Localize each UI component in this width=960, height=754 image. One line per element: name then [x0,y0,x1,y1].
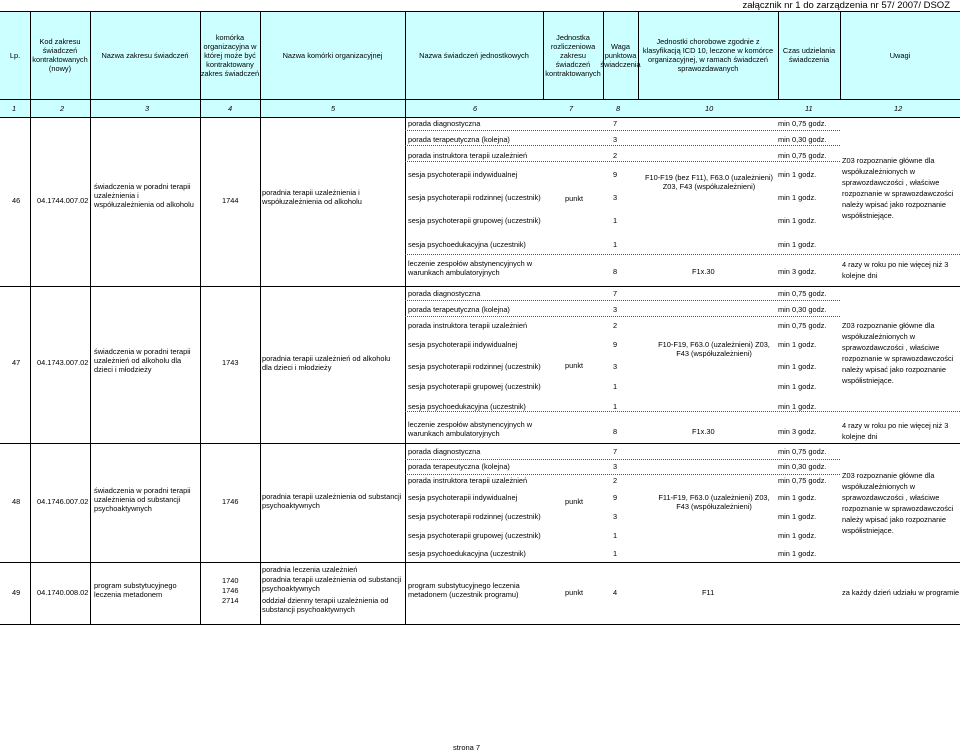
item-waga: 3 [613,462,618,471]
item-waga: 7 [613,447,618,456]
item-waga: 2 [613,151,618,160]
item-czas: min 1 godz. [778,240,817,249]
item-name: porada diagnostyczna [408,447,481,456]
page-number: strona 7 [453,743,481,752]
grid-line [0,624,960,625]
item-waga: 9 [613,170,618,179]
item-czas: min 0,75 godz. [778,447,827,456]
item-waga: 7 [613,119,618,128]
item-waga: 4 [613,588,618,597]
row-nazwa-zakresu: świadczenia w poradni terapii uzależnienia od substancji psychoaktywnych [94,486,191,513]
grid-line [840,11,841,99]
header-icd: Jednostki chorobowe zgodnie z klasyfikacją ICD 10, leczone w komórce organizacyjnej, w ramach świadczeń sprawozdawanych [642,37,774,73]
header-kod: Kod zakresu świadczeń kontraktowanych (nowy) [32,37,88,73]
item-waga: 3 [613,362,618,371]
item-czas: min 1 godz. [778,531,817,540]
row-kod: 04.1746.007.02 [37,497,89,506]
extra-czas: min 3 godz. [778,267,817,276]
item-separator [405,145,840,146]
row-uwagi: Z03 rozpoznanie główne dla współuzależnionych w sprawozdawczości , właściwe rozpoznanie w sprawozdawczości należy wpisać jako rozpoznanie współistniejące. [842,156,954,220]
grid-line [0,562,960,563]
item-name: porada terapeutyczna (kolejna) [408,462,510,471]
grid-line [0,99,960,100]
header-nazwa-komorki: Nazwa komórki organizacyjnej [282,50,383,60]
item-czas: min 1 godz. [778,170,817,179]
row-komorka: 1746 [222,586,239,595]
row-nazwa-komorki: poradnia terapii uzależnienia i współuzależnienia od alkoholu [262,188,362,206]
colnum: 5 [331,104,336,113]
header-czas: Czas udzielania świadczenia [782,46,836,64]
item-czas: min 0,75 godz. [778,321,827,330]
item-separator [405,161,840,162]
row-nazwa-zakresu: świadczenia w poradni terapii uzależnień od alkoholu dla dzieci i młodzieży [94,347,191,374]
item-waga: 1 [613,216,618,225]
colnum: 11 [805,104,813,113]
item-name: porada instruktora terapii uzależnień [408,321,528,330]
item-czas: min 1 godz. [778,549,817,558]
item-czas: min 0,75 godz. [778,289,827,298]
column-number-row [0,99,960,117]
item-jednostka: punkt [565,194,584,203]
extra-waga: 8 [613,267,618,276]
item-czas: min 0,30 godz. [778,135,827,144]
row-kod: 04.1743.007.02 [37,358,89,367]
row-komorka: 1746 [222,497,239,506]
row-kod: 04.1740.008.02 [37,588,89,597]
grid-line [405,11,406,624]
colnum: 12 [894,104,903,113]
item-jednostka: punkt [565,361,584,370]
row-icd: F11 [702,588,715,597]
item-name: program substytucyjnego leczenia metadonem (uczestnik programu) [408,581,520,599]
row-lp: 47 [12,358,21,367]
row-uwagi: Z03 rozpoznanie główne dla współuzależnionych w sprawozdawczości , właściwe rozpoznanie w sprawozdawczości należy wpisać jako rozpoznanie współistniejące. [842,321,954,385]
extra-czas: min 3 godz. [778,427,817,436]
item-name: sesja psychoterapii grupowej (uczestnik) [408,216,541,225]
item-name: porada diagnostyczna [408,119,481,128]
item-waga: 2 [613,321,618,330]
item-name: sesja psychoterapii rodzinnej (uczestnik) [408,512,541,521]
row-komorka: 1743 [222,358,239,367]
row-uwagi: Z03 rozpoznanie główne dla współuzależnionych w sprawozdawczości , właściwe rozpoznanie w sprawozdawczości należy wpisać jako rozpoznanie współistniejące. [842,471,954,535]
row-nazwa-zakresu: świadczenia w poradni terapii uzależnienia i współuzależnienia od alkoholu [94,182,194,209]
item-waga: 9 [613,493,618,502]
grid-line [90,11,91,624]
item-name: sesja psychoterapii indywidualnej [408,493,518,502]
item-name: sesja psychoterapii grupowej (uczestnik) [408,531,541,540]
colnum: 1 [12,104,17,113]
header-lp: Lp. [9,50,21,60]
item-waga: 3 [613,135,618,144]
item-name: porada diagnostyczna [408,289,481,298]
item-name: sesja psychoterapii indywidualnej [408,340,518,349]
row-icd: F10-F19 (bez F11), F63.0 (uzależnieni) Z03, F43 (współuzależnieni) [644,173,774,191]
row-komorka: 1744 [222,196,239,205]
item-czas: min 1 godz. [778,193,817,202]
colnum: 6 [473,104,478,113]
item-czas: min 0,75 godz. [778,119,827,128]
item-waga: 1 [613,549,618,558]
colnum: 10 [705,104,714,113]
row-lp: 49 [12,588,21,597]
item-name: sesja psychoedukacyjna (uczestnik) [408,240,526,249]
item-jednostka: punkt [565,497,584,506]
item-name: sesja psychoterapii rodzinnej (uczestnik) [408,362,541,371]
colnum: 3 [145,104,150,113]
item-czas: min 1 godz. [778,382,817,391]
item-name: porada instruktora terapii uzależnień [408,151,528,160]
grid-line [543,11,544,99]
extra-icd: F1x.30 [692,267,715,276]
row-nazwa-komorki: poradnia terapii uzależnienia od substancji psychoaktywnych [262,575,402,593]
item-name: porada terapeutyczna (kolejna) [408,305,510,314]
grid-line [603,11,604,99]
grid-line [638,11,639,99]
row-icd: F11-F19, F63.0 (uzależnieni) Z03, F43 (współuzależnieni) [658,493,770,511]
item-czas: min 1 godz. [778,493,817,502]
item-name: sesja psychoterapii indywidualnej [408,170,518,179]
row-icd: F10-F19, F63.0 (uzależnieni) Z03, F43 (współuzależnieni) [658,340,770,358]
colnum: 8 [616,104,621,113]
row-kod: 04.1744.007.02 [37,196,89,205]
row-nazwa-komorki: oddział dzienny terapii uzależnienia od substancji psychoaktywnych [262,596,389,614]
item-waga: 3 [613,193,618,202]
extra-name: leczenie zespołów abstynencyjnych w warunkach ambulatoryjnych [408,420,533,438]
header-uwagi: Uwagi [889,50,911,60]
item-czas: min 1 godz. [778,340,817,349]
item-czas: min 1 godz. [778,362,817,371]
row-nazwa-komorki: poradnia terapii uzależnienia od substancji psychoaktywnych [262,492,402,510]
row-komorka: 1740 [222,576,239,585]
item-czas: min 0,75 godz. [778,151,827,160]
item-separator [405,459,840,460]
item-separator [405,411,960,412]
item-waga: 1 [613,531,618,540]
item-name: porada instruktora terapii uzależnień [408,476,528,485]
item-separator [405,130,840,131]
item-waga: 1 [613,382,618,391]
item-separator [405,474,840,475]
item-separator [405,300,840,301]
header-nazwa-zakresu: Nazwa zakresu świadczeń [101,50,189,60]
colnum: 4 [228,104,233,113]
item-czas: min 1 godz. [778,512,817,521]
row-nazwa-komorki: poradnia leczenia uzależnień [262,565,358,574]
row-nazwa-komorki: poradnia terapii uzależnień od alkoholu dla dzieci i młodzieży [262,354,391,372]
colnum: 2 [60,104,65,113]
grid-line [200,11,201,624]
row-nazwa-zakresu: program substytucyjnego leczenia metadonem [94,581,177,599]
item-waga: 2 [613,476,618,485]
row-lp: 48 [12,497,21,506]
extra-uwagi: 4 razy w roku po nie więcej niż 3 kolejne dni [842,421,949,441]
item-waga: 3 [613,305,618,314]
grid-line [0,286,960,287]
item-waga: 1 [613,240,618,249]
item-czas: min 1 godz. [778,402,817,411]
colnum: 7 [569,104,574,113]
header-komorka: komórka organizacyjna w której może być kontraktowany zakres świadczeń [200,32,260,78]
extra-name: leczenie zespołów abstynencyjnych w warunkach ambulatoryjnych [408,259,533,277]
grid-line [30,11,31,624]
item-waga: 9 [613,340,618,349]
item-czas: min 0,30 godz. [778,305,827,314]
item-name: sesja psychoterapii rodzinnej (uczestnik) [408,193,541,202]
item-separator [405,254,960,255]
row-uwagi: za każdy dzień udziału w programie [842,588,960,597]
extra-uwagi: 4 razy w roku po nie więcej niż 3 kolejne dni [842,260,949,280]
item-czas: min 0,30 godz. [778,462,827,471]
grid-line [778,11,779,99]
header-nazwa-jednostkowych: Nazwa świadczeń jednostkowych [419,50,529,60]
item-name: sesja psychoedukacyjna (uczestnik) [408,549,526,558]
extra-waga: 8 [613,427,618,436]
item-jednostka: punkt [565,588,584,597]
annex-note: załącznik nr 1 do zarządzenia nr 57/ 2007/ DSOZ [742,0,950,11]
grid-line [0,117,960,118]
extra-icd: F1x.30 [692,427,715,436]
header-jednostka: Jednostka rozliczeniowa zakresu świadczeń kontraktowanych [545,32,601,78]
row-komorka: 2714 [222,596,239,605]
grid-line [260,11,261,624]
item-name: porada terapeutyczna (kolejna) [408,135,510,144]
item-waga: 3 [613,512,618,521]
grid-line [0,443,960,444]
item-waga: 7 [613,289,618,298]
item-czas: min 1 godz. [778,216,817,225]
item-name: sesja psychoterapii grupowej (uczestnik) [408,382,541,391]
row-lp: 46 [12,196,21,205]
item-czas: min 0,75 godz. [778,476,827,485]
item-waga: 1 [613,402,618,411]
item-separator [405,316,840,317]
grid-line [0,11,960,12]
item-name: sesja psychoedukacyjna (uczestnik) [408,402,526,411]
header-waga: Waga punktowa świadczenia [600,41,641,69]
